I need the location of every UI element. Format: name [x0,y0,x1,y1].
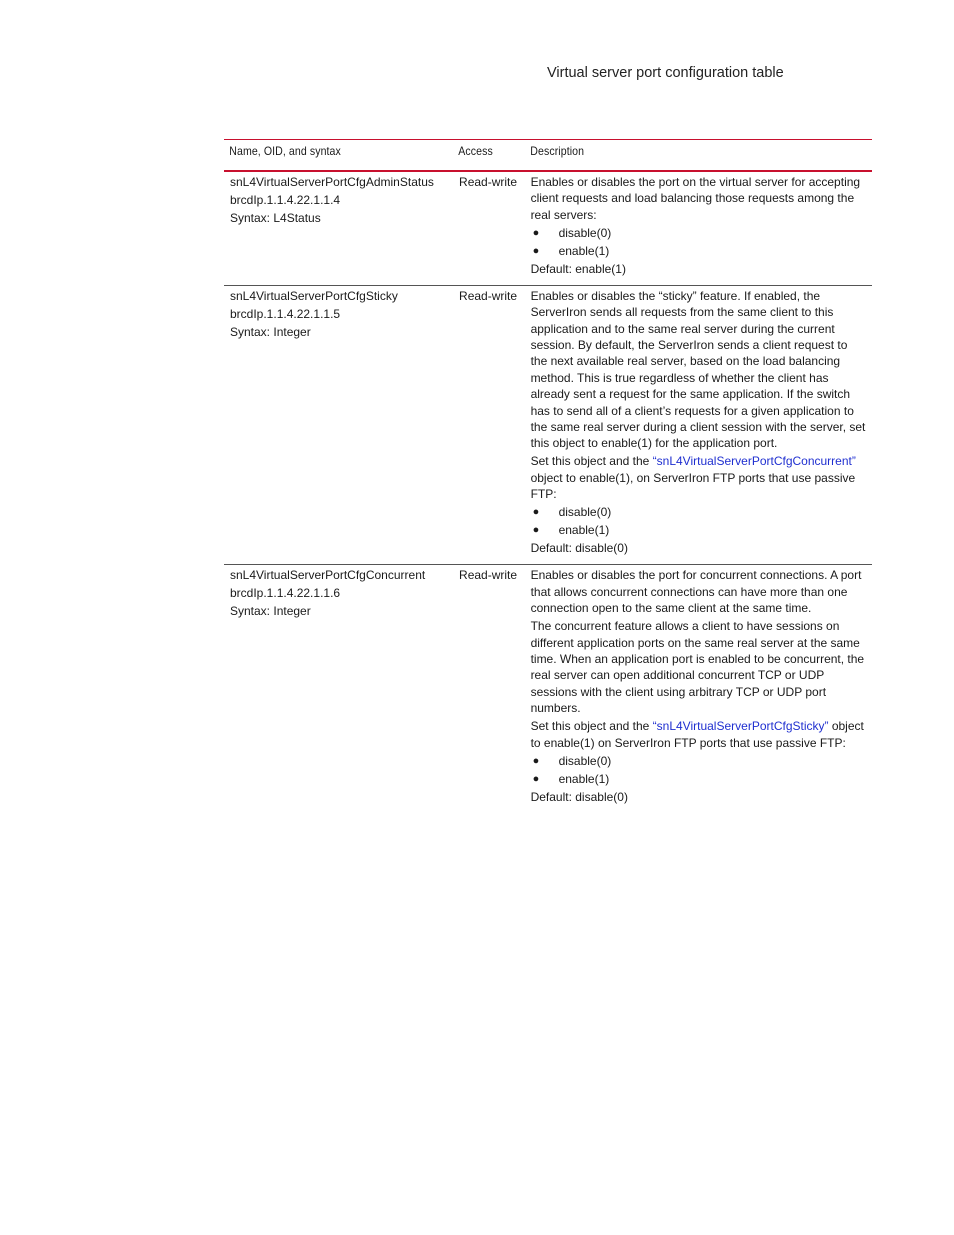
bullet-icon: ● [532,754,540,767]
table-row [224,171,872,285]
list-item: ● disable(0) [532,225,612,240]
description-paragraph: The concurrent feature allows a client to have sessions on different application ports on the same real server at the same time. When an application port is enabled to be concurrent, the real server can open additional concurrent TCP or UDP sessions with the client using arbitrary TCP or UDP port numbers. [530,619,865,716]
column-header-description: Description [529,144,584,159]
default-value: Default: disable(0) [530,541,628,556]
description-paragraph: Enables or disables the “sticky” feature. If enabled, the ServerIron sends all requests from the same client to this application and to the same real server during the current session. By default, the ServerIron sends a client request to the next available real server, based on the load balancing method. This is true regardless of whether the client has already sent a request for the same application. If the switch has to send all of a client’s requests for a given application to the same real server during a client session with the server, set this object to enable(1) for the application port. [530,288,866,451]
list-item: ● disable(0) [532,505,612,520]
bullet-icon: ● [532,772,540,785]
cross-reference-link[interactable]: “snL4VirtualServerPortCfgSticky” [652,719,829,734]
object-oid: brcdIp.1.1.4.22.1.1.5 [230,306,341,321]
list-item: ● disable(0) [532,753,612,768]
value-list [531,753,866,787]
object-oid: brcdIp.1.1.4.22.1.1.6 [230,586,341,601]
column-header-access: Access [458,144,493,159]
table-header-row [224,140,872,172]
table-row [224,565,872,813]
bullet-icon: ● [532,506,540,519]
list-item: ● enable(1) [532,771,610,786]
table-row [224,285,872,564]
default-value: Default: enable(1) [530,261,626,276]
list-item: ● enable(1) [532,243,610,258]
value-list [531,225,866,259]
bullet-icon: ● [532,226,540,239]
object-syntax: Syntax: Integer [230,324,311,339]
description-paragraph: Enables or disables the port on the virtual server for accepting client requests and load balancing those requests among the real servers: [530,175,861,222]
description-paragraph: Enables or disables the port for concurrent connections. A port that allows concurrent connections can have more than one connection open to the same client at the same time. [530,568,862,616]
object-access: Read-write [459,288,518,303]
mib-object-table [224,139,872,813]
object-name: snL4VirtualServerPortCfgConcurrent [230,568,426,583]
object-name: snL4VirtualServerPortCfgSticky [230,288,398,303]
object-syntax: Syntax: L4Status [230,211,321,225]
description-paragraph: Set this object and the “snL4VirtualServerPortCfgConcurrent” object to enable(1), on ServerIron FTP ports that use passive FTP: [530,454,856,502]
cross-reference-link[interactable]: “snL4VirtualServerPortCfgConcurrent” [652,454,856,469]
description-paragraph: Set this object and the “snL4VirtualServerPortCfgSticky” object to enable(1) on ServerIron FTP ports that use passive FTP: [530,719,864,750]
default-value: Default: disable(0) [530,789,628,804]
object-oid: brcdIp.1.1.4.22.1.1.4 [230,193,341,207]
bullet-icon: ● [532,244,540,257]
value-list [531,504,866,538]
running-header-title: Virtual server port configuration table [547,65,784,81]
object-access: Read-write [459,568,518,583]
list-item: ● enable(1) [532,523,610,538]
object-syntax: Syntax: Integer [230,604,311,619]
object-name: snL4VirtualServerPortCfgAdminStatus [230,175,434,189]
object-access: Read-write [459,175,518,189]
column-header-name: Name, OID, and syntax [229,144,341,159]
bullet-icon: ● [532,524,540,537]
